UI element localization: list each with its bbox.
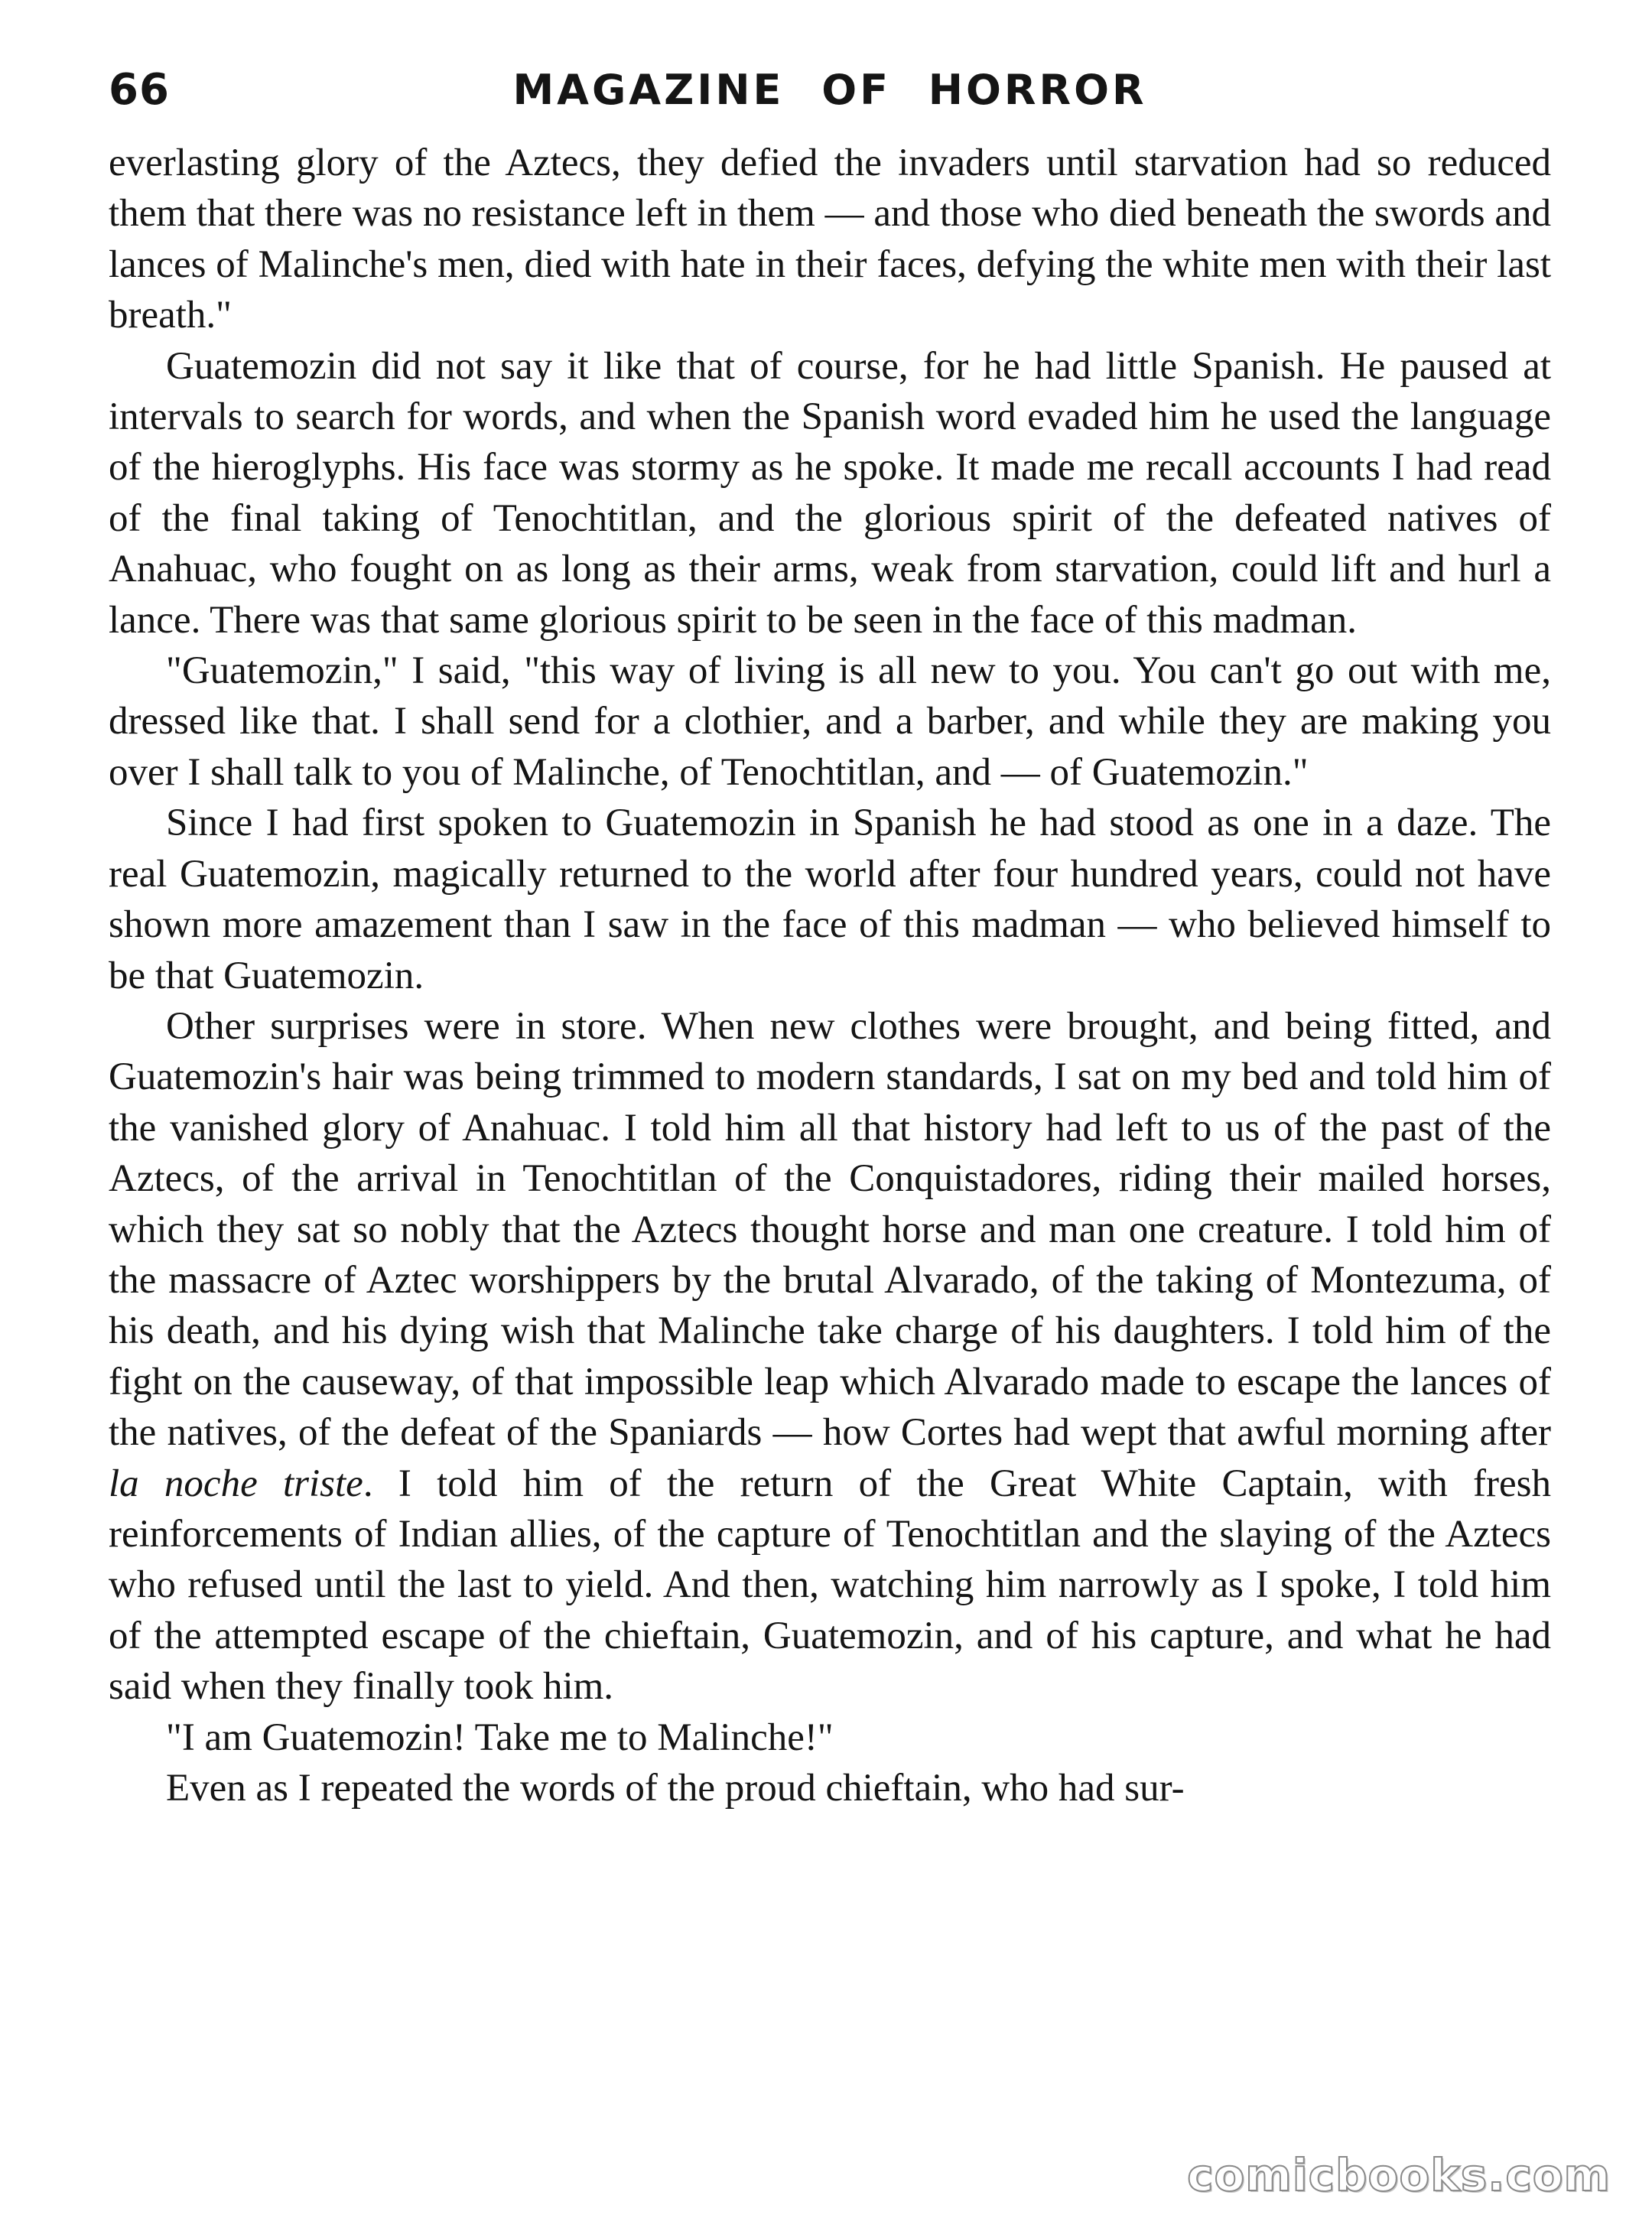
paragraph: Since I had first spoken to Guatemozin in Spanish he had stood as one in a daze. The real Guatemozin, magically returned to the world after four hundred years, could not have shown more amazement than I saw in the face of this madman — who believed himself to be that Guatemozin. bbox=[109, 802, 1551, 997]
story-body bbox=[109, 138, 1551, 1813]
italic-phrase: la noche triste bbox=[109, 1462, 363, 1505]
paragraph: Guatemozin did not say it like that of course, for he had little Spanish. He paused at intervals to search for words, and when the Spanish word evaded him he used the language of the hieroglyphs. His face was stormy as he spoke. It made me recall accounts I had read of the final taking of Tenochtitlan, and the glorious spirit of the defeated natives of Anahuac, who fought on as long as their arms, weak from starvation, could lift and hurl a lance. There was that same glorious spirit to be seen in the face of this madman. bbox=[109, 344, 1551, 642]
paragraph: "Guatemozin," I said, "this way of living is all new to you. You can't go out with me, dressed like that. I shall send for a clothier, and a barber, and while they are making you over I shall talk to you of Malinche, of Tenochtitlan, and — of Guatemozin." bbox=[109, 649, 1551, 794]
running-title: MAGAZINE OF HORROR bbox=[512, 66, 1147, 114]
page-number: 66 bbox=[109, 65, 170, 115]
paragraph: "I am Guatemozin! Take me to Malinche!" bbox=[166, 1716, 834, 1759]
page-header bbox=[109, 60, 1551, 121]
watermark: comicbooks.com bbox=[1187, 2149, 1611, 2201]
paragraph: everlasting glory of the Aztecs, they defied the invaders until starvation had so reduced them that there was no resistance left in them — and those who died beneath the swords and lances of Malinche's men, died with hate in their faces, defying the white men with their last breath." bbox=[109, 141, 1551, 337]
paragraph: Even as I repeated the words of the proud chieftain, who had sur- bbox=[166, 1767, 1185, 1810]
paragraph: Other surprises were in store. When new clothes were brought, and being fitted, and Guatemozin's hair was being trimmed to modern standards, I sat on my bed and told him of the vanished glory of Anahuac. I told him all that history had left to us of the past of the Aztecs, of the arrival in Tenochtitlan of the Conquistadores, riding their mailed horses, which they sat so nobly that the Aztecs thought horse and man one creature. I told him of the massacre of Aztec worshippers by the brutal Alvarado, of the taking of Montezuma, of his death, and his dying wish that Malinche take charge of his daughters. I told him of the fight on the causeway, of that impossible leap which Alvarado made to escape the lances of the natives, of the defeat of the Spaniards — how Cortes had wept that awful morning after la noche triste. I told him of the return of the Great White Captain, with fresh reinforcements of Indian allies, of the capture of Tenochtitlan and the slaying of the Aztecs who refused until the last to yield. And then, watching him narrowly as I spoke, I told him of the attempted escape of the chieftain, Guatemozin, and of his capture, and what he had said when they finally took him. bbox=[109, 1004, 1551, 1709]
